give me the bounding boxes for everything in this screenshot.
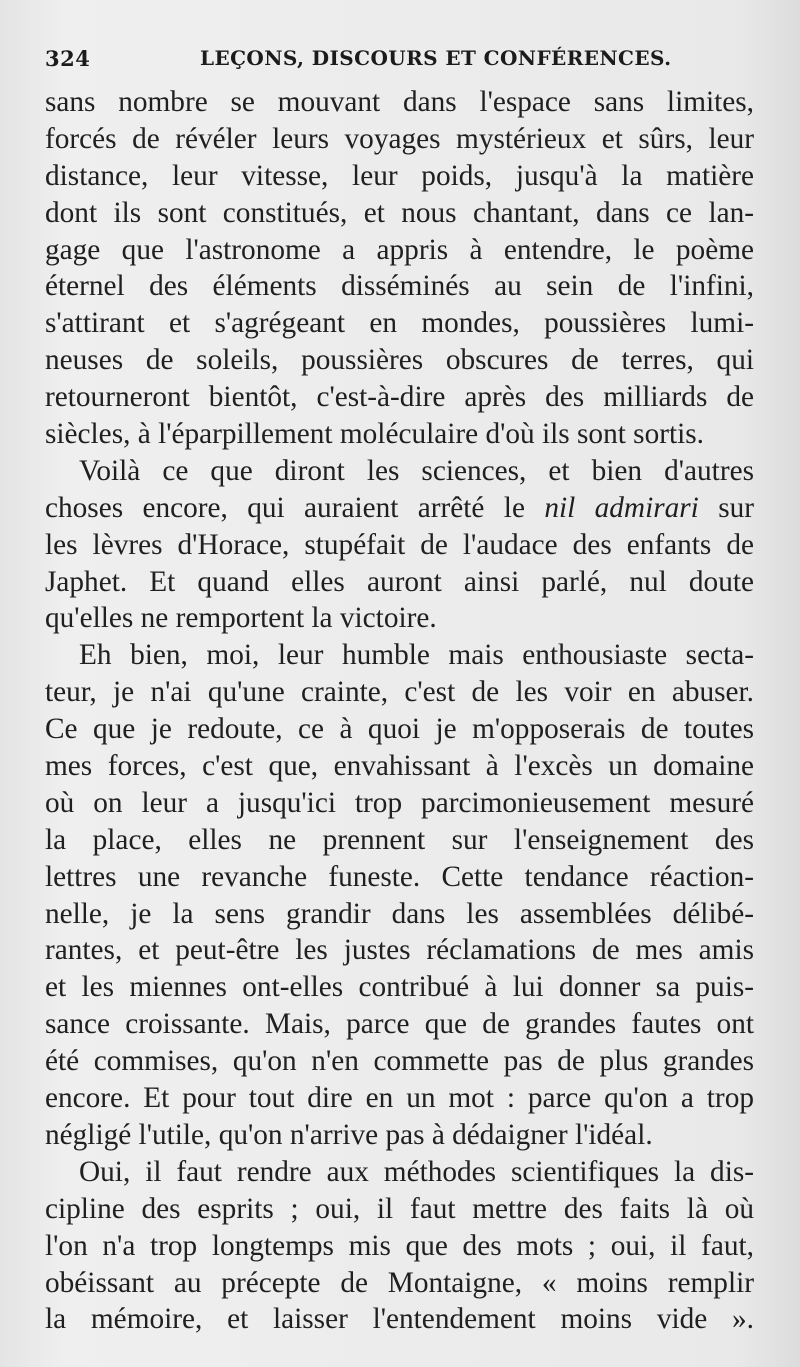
text-line: la mémoire, et laisser l'entendement moins vide ».: [45, 1303, 754, 1336]
text-line: sance croissante. Mais, parce que de grandes fautes ont: [45, 1008, 754, 1041]
text-line: rantes, et peut-être les justes réclamations de mes amis: [45, 934, 754, 967]
text-line: négligé l'utile, qu'on n'arrive pas à dédaigner l'idéal.: [45, 1118, 653, 1151]
paragraph: [45, 637, 754, 1153]
text-line: Ce que je redoute, ce à quoi je m'opposerais de toutes: [45, 713, 754, 746]
italic-phrase: nil admirari: [544, 491, 699, 524]
text-line: retourneront bientôt, c'est-à-dire après des milliards de: [45, 381, 754, 414]
page-header: [45, 42, 754, 90]
text-line: où on leur a jusqu'ici trop parcimonieusement mesuré: [45, 786, 754, 819]
text-line: Voilà ce que diront les sciences, et bien d'autres: [79, 454, 754, 487]
text-segment: sur: [698, 491, 755, 524]
text-line: teur, je n'ai qu'une crainte, c'est de les voir en abuser.: [45, 676, 754, 709]
text-line: encore. Et pour tout dire en un mot : parce qu'on a trop: [45, 1082, 754, 1115]
text-line: l'on n'a trop longtemps mis que des mots ; oui, il faut,: [45, 1229, 754, 1262]
running-head: LEÇONS, DISCOURS ET CONFÉRENCES.: [200, 46, 672, 70]
text-line: s'attirant et s'agrégeant en mondes, poussières lumi-: [45, 307, 754, 340]
text-line: éternel des éléments disséminés au sein de l'infini,: [45, 270, 754, 303]
paragraph: [45, 453, 754, 637]
paragraph: [45, 1154, 754, 1338]
text-line: la place, elles ne prennent sur l'enseignement des: [45, 823, 754, 856]
paragraph: [45, 84, 754, 453]
text-line: sans nombre se mouvant dans l'espace sans limites,: [45, 86, 754, 118]
text-line: obéissant au précepte de Montaigne, « moins remplir: [45, 1266, 754, 1299]
text-line: cipline des esprits ; oui, il faut mettre des faits là où: [45, 1192, 754, 1225]
text-segment: choses encore, qui auraient arrêté le: [45, 491, 545, 524]
text-line: été commises, qu'on n'en commette pas de plus grandes: [45, 1045, 754, 1078]
text-line: lettres une revanche funeste. Cette tendance réaction-: [45, 860, 754, 893]
text-line: neuses de soleils, poussières obscures de terres, qui: [45, 344, 754, 377]
text-line: siècles, à l'éparpillement moléculaire d'où ils sont sortis.: [45, 418, 704, 451]
text-line: distance, leur vitesse, leur poids, jusqu'à la matière: [45, 159, 754, 192]
text-line: Japhet. Et quand elles auront ainsi parlé, nul doute: [45, 565, 754, 598]
text-line: Oui, il faut rendre aux méthodes scientifiques la dis-: [79, 1155, 754, 1188]
text-line: mes forces, c'est que, envahissant à l'excès un domaine: [45, 750, 754, 783]
text-line: nelle, je la sens grandir dans les assemblées délibé-: [45, 897, 754, 930]
text-line: gage que l'astronome a appris à entendre, le poème: [45, 233, 754, 266]
text-line: les lèvres d'Horace, stupéfait de l'audace des enfants de: [45, 528, 754, 561]
text-line: Eh bien, moi, leur humble mais enthousiaste secta-: [79, 639, 754, 672]
text-line: [45, 490, 754, 527]
text-line: et les miennes ont-elles contribué à lui donner sa puis-: [45, 971, 754, 1004]
text-line: forcés de révéler leurs voyages mystérieux et sûrs, leur: [45, 122, 754, 155]
text-line: qu'elles ne remportent la victoire.: [45, 602, 437, 635]
page-number: 324: [45, 46, 91, 71]
text-line: dont ils sont constitués, et nous chantant, dans ce lan-: [45, 196, 754, 229]
body-text: [45, 84, 754, 1338]
